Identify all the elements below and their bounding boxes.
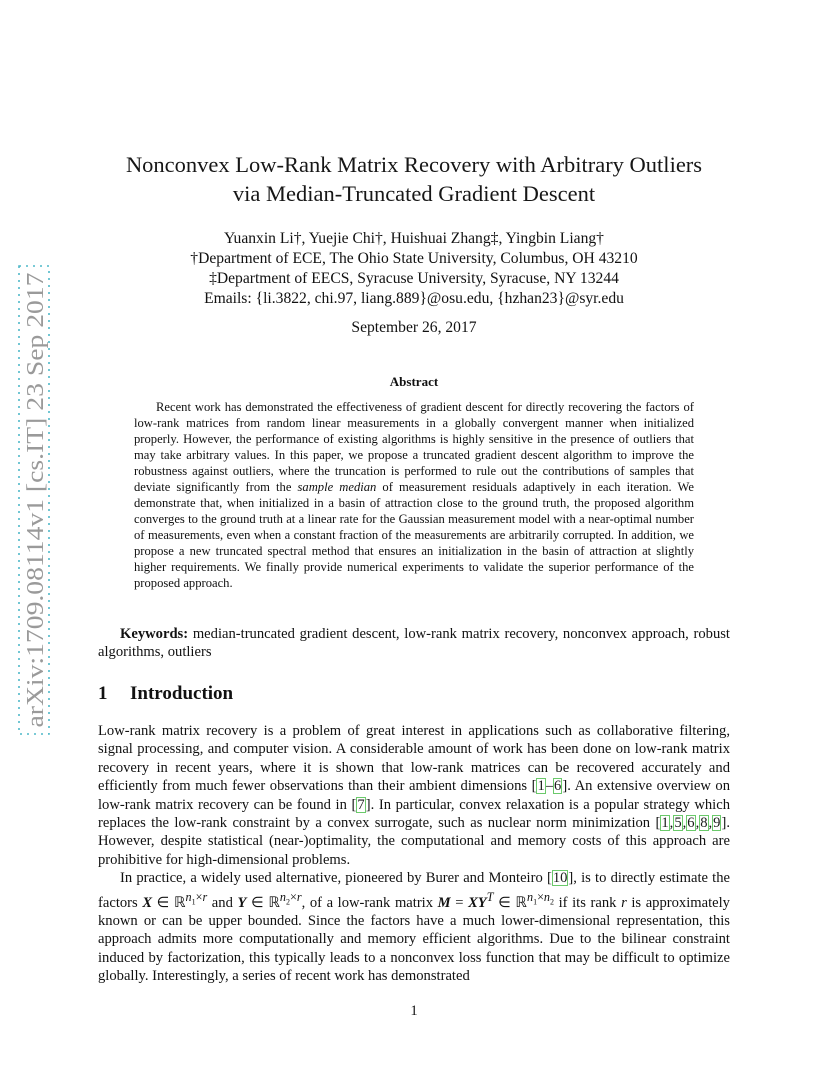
paper-date: September 26, 2017	[351, 319, 477, 336]
affiliation-1: †Department of ECE, The Ohio State University, Columbus, OH 43210	[190, 250, 638, 267]
citation-link[interactable]: 6	[687, 815, 695, 832]
p2-text-c: , of a low-rank matrix	[301, 894, 438, 911]
keywords-text: median-truncated gradient descent, low-rank matrix recovery, nonconvex approach, robust algorithms, outliers	[98, 626, 730, 660]
paragraph-2: In practice, a widely used alternative, pioneered by Burer and Monteiro [10], is to directly estimate the factors X ∈ ℝ$^{n_1\times r}$ and Y ∈ ℝ$^{n_2\times r}$, of a low-rank matrix $M = XY^T$ ∈ ℝ$^{n_1\times n_2}$ if its rank r is approximately known or can be upper bounded. Since the factors have a much lower-dimensional representation, this approach admits more computationally and memory efficient algorithms. Due to the bilinear constraint induced by factorization, this typically leads to a nonconvex loss function that may be difficult to optimize globally. Interestingly, a series of recent work has demonstrated	[98, 870, 730, 985]
p1-text-b: . An extensive overview on low-rank matrix recovery can be found in	[98, 778, 731, 813]
arxiv-stamp-text: arXiv:1709.08114v1 [cs.IT] 23 Sep 2017	[23, 332, 49, 728]
section-heading	[98, 683, 233, 705]
section-number: 1	[98, 683, 108, 704]
page-number: 1	[410, 1003, 418, 1019]
affiliation-2: ‡Department of EECS, Syracuse University, Syracuse, NY 13244	[209, 270, 619, 287]
citation-link[interactable]: 5	[674, 815, 682, 832]
p2-text-a: In practice, a widely used alternative, pioneered by Burer and Monteiro	[120, 870, 547, 887]
citation-link[interactable]: 7	[357, 796, 365, 813]
section-title: Introduction	[130, 683, 234, 704]
citation-link[interactable]: 1	[537, 778, 545, 795]
citation-link[interactable]: 10	[552, 870, 568, 887]
paragraph-1: Low-rank matrix recovery is a problem of great interest in applications such as collaborative filtering, signal processing, and computer vision. A considerable amount of work has been done on low-rank matrix recovery in recent years, where it is shown that low-rank matrices can be recovered accurately and efficiently from much fewer observations than their ambient dimensions [1–6]. An extensive overview on low-rank matrix recovery can be found in [7]. In particular, convex relaxation is a popular strategy which replaces the low-rank constraint by a convex surrogate, such as nuclear norm minimization [1,5,6,8,9]. However, despite statistical (near-)optimality, the computational and memory costs of this approach are prohibitive for high-dimensional problems.	[98, 723, 731, 868]
keywords-label: Keywords:	[120, 626, 189, 642]
abstract-part-2: of measurement residuals adaptively in each iteration. We demonstrate that, when initialized in a basin of attraction close to the ground truth, the proposed algorithm converges to the ground truth at a linear rate for the Gaussian measurement model with a near-optimal number of measurements, even when a constant fraction of the measurements are arbitrarily corrupted. In addition, we propose a new truncated spectral method that ensures an initialization in the basin of attraction at slightly higher requirements. We finally provide numerical experiments to validate the superior performance of the proposed approach.	[134, 480, 695, 590]
p2-text-e: is approximately known or can be upper bounded. Since the factors have a much lower-dimensional representation, this approach admits more computationally and memory efficient algorithms. Due to the bilinear constraint induced by factorization, this typically leads to a nonconvex loss function that may be difficult to optimize globally. Interestingly, a series of recent work has demonstrated	[98, 894, 730, 985]
citation-link[interactable]: 6	[554, 778, 562, 795]
author-names: Yuanxin Li†, Yuejie Chi†, Huishuai Zhang‡, Yingbin Liang†	[224, 230, 604, 247]
math-expression: $M = XY^T$ ∈ ℝ$^{n_1\times n_2}$	[437, 889, 554, 911]
title-line-2: via Median-Truncated Gradient Descent	[232, 181, 596, 206]
author-block	[80, 229, 748, 309]
arxiv-stamp	[18, 265, 50, 735]
abstract-text	[134, 399, 694, 591]
p2-text-d: if its rank	[554, 894, 622, 911]
introduction-body	[98, 722, 730, 986]
paper-title	[80, 150, 748, 208]
abstract-emphasis: sample median	[297, 480, 377, 494]
p1-text-a: Low-rank matrix recovery is a problem of great interest in applications such as collaborative filtering, signal processing, and computer vision. A considerable amount of work has been done on low-rank matrix recovery in recent years, where it is shown that low-rank matrices can be recovered accurately and efficiently from much fewer observations than their ambient dimensions	[98, 723, 730, 795]
citation-dash: –	[545, 778, 554, 795]
title-line-1: Nonconvex Low-Rank Matrix Recovery with Arbitrary Outliers	[125, 152, 703, 177]
citation-link[interactable]: 8	[700, 815, 708, 832]
author-emails: Emails: {li.3822, chi.97, liang.889}@osu.edu, {hzhan23}@syr.edu	[204, 290, 624, 307]
p1-text-d: . However, despite statistical (near-)optimality, the computational and memory costs of this approach are prohibitive for high-dimensional problems.	[98, 815, 730, 868]
p2-text-b: , is to directly estimate the factors	[98, 870, 730, 911]
math-expression: X ∈ ℝ$^{n_1\times r}$ and Y ∈ ℝ$^{n_2\times r}$	[142, 889, 302, 911]
p1-text-c: . In particular, convex relaxation is a popular strategy which replaces the low-rank constraint by a convex surrogate, such as nuclear norm minimization	[98, 796, 730, 832]
abstract-part-1: Recent work has demonstrated the effectiveness of gradient descent for directly recovering the factors of low-rank matrices from random linear measurements in a globally convergent manner when initialized properly. However, the performance of existing algorithms is highly sensitive in the presence of outliers that may take arbitrary values. In this paper, we propose a truncated gradient descent algorithm to improve the robustness against outliers, where the truncation is performed to rule out the contributions of samples that deviate significantly from the	[134, 400, 694, 494]
abstract-heading: Abstract	[389, 374, 439, 389]
citation-link[interactable]: 1	[661, 815, 669, 832]
math-expression: r	[621, 894, 627, 911]
arxiv-stamp-graphic	[18, 265, 50, 735]
keywords-paragraph	[98, 625, 730, 661]
citation-link[interactable]: 9	[713, 815, 721, 832]
